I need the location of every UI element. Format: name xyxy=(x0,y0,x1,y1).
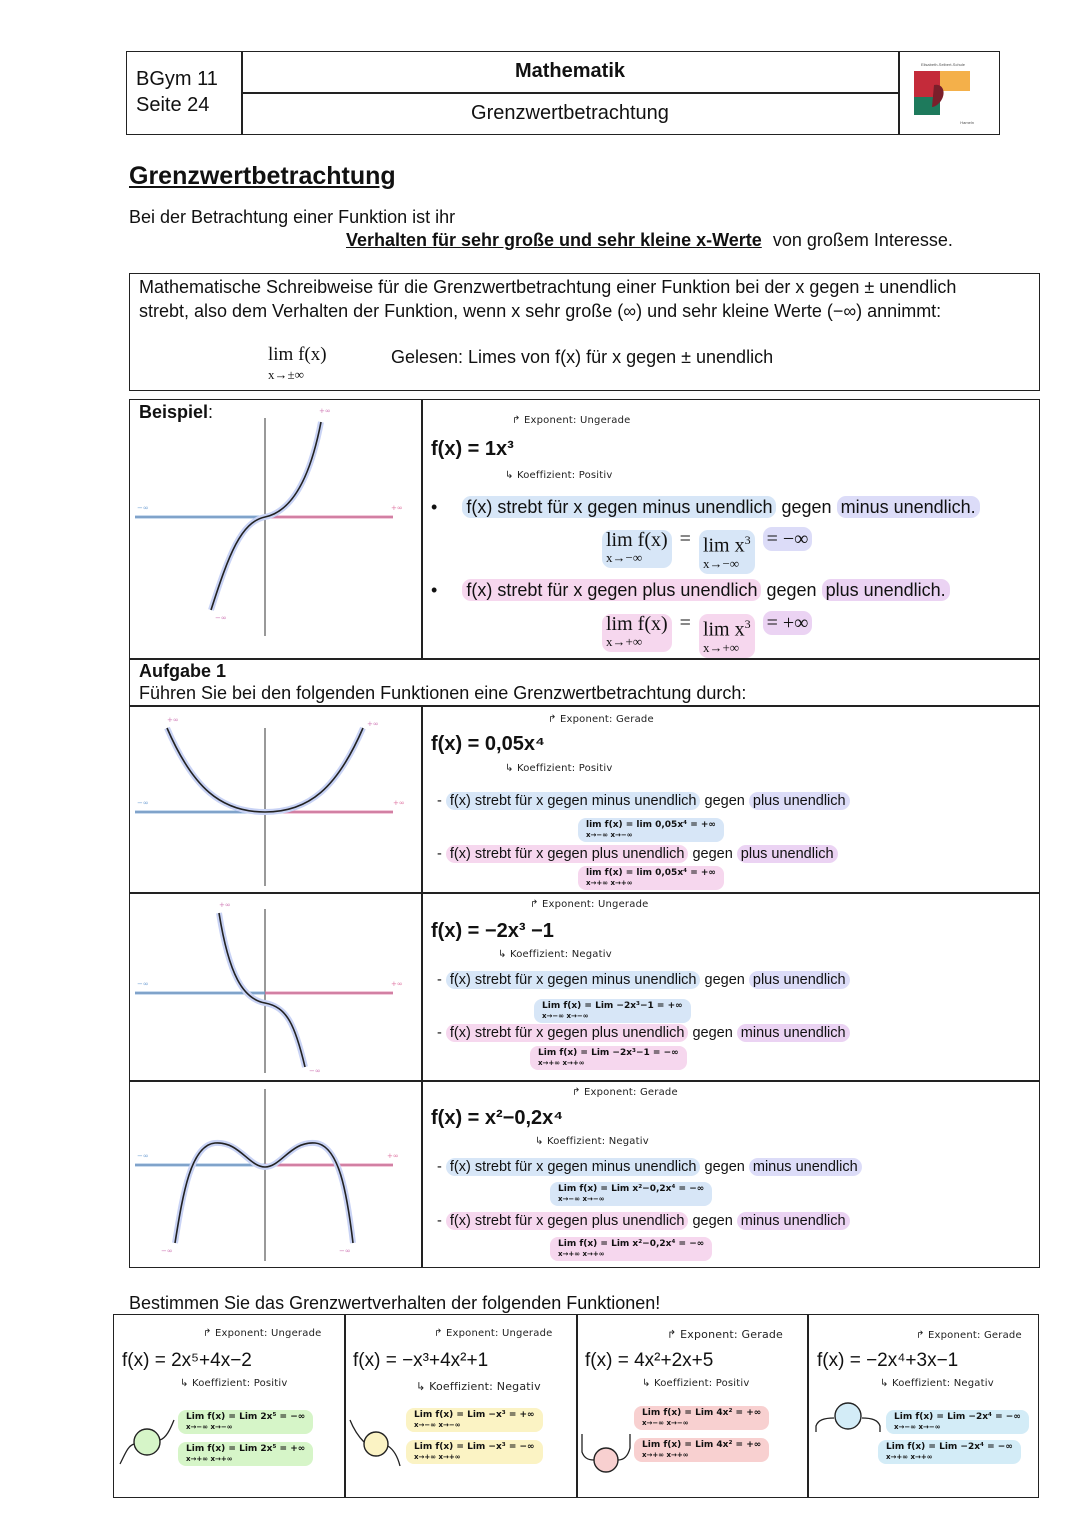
arrow-up-right-icon: ↱ xyxy=(916,1330,928,1341)
sketch-left-arm xyxy=(582,1434,594,1460)
dash: - xyxy=(437,972,446,988)
intro-line1: Bei der Betrachtung einer Funktion ist ihr xyxy=(129,207,456,227)
line2-b: gegen xyxy=(692,1213,733,1229)
task2-1-sketch xyxy=(116,1412,178,1472)
task2-3-exponent xyxy=(667,1328,783,1341)
definition-text2: strebt, also dem Verhalten der Funktion, wenn x sehr große (∞) und sehr kleine Werte (−∞) annimmt: xyxy=(139,301,942,321)
arrow-down-right-icon: ↳ xyxy=(498,949,510,960)
arrow-down-right-icon: ↳ xyxy=(416,1380,430,1393)
task2-2-lim1 xyxy=(406,1408,543,1432)
lim1-left-sub: x→−∞ xyxy=(606,550,643,565)
task1-3-function: f(x) = x²−0,2x⁴ xyxy=(431,1107,564,1129)
example-bullet2 xyxy=(431,580,950,601)
task1-1-exponent xyxy=(548,714,654,725)
page-label: Seite 24 xyxy=(136,94,210,116)
bullet1-c: minus unendlich. xyxy=(837,496,980,518)
curve-glow xyxy=(175,1143,353,1243)
lim2-mid-exp: 3 xyxy=(744,617,751,631)
task1-graph-2 xyxy=(131,895,419,1077)
task2-3-lim1 xyxy=(634,1406,769,1430)
task1-1-line2 xyxy=(437,846,838,862)
graph-label-br: −∞ xyxy=(309,1067,321,1075)
task1-2-lim1 xyxy=(534,999,691,1023)
line2-b: gegen xyxy=(692,1025,733,1041)
graph-label-bottom: −∞ xyxy=(215,614,227,622)
arrow-up-right-icon: ↱ xyxy=(203,1328,215,1339)
lim2-sub: x→+∞ x→+∞ xyxy=(186,1455,233,1463)
lim2-top: Lim f(x) = Lim x²−0,2x⁴ = −∞ xyxy=(558,1239,705,1249)
arrow-up-right-icon: ↱ xyxy=(530,899,542,910)
graph-label-right: +∞ xyxy=(387,1152,399,1160)
task1-3-lim1 xyxy=(550,1182,712,1206)
bullet2-b: gegen xyxy=(766,580,817,600)
task2-2-sketch xyxy=(346,1412,404,1472)
graph-label-tr: +∞ xyxy=(367,720,379,728)
task2-4-lim1 xyxy=(886,1410,1029,1434)
coefficient-note-text: Koeffizient: Negativ xyxy=(509,949,612,960)
task2-4-lim2 xyxy=(878,1440,1021,1464)
lim2-top: Lim f(x) = Lim 2x⁵ = +∞ xyxy=(186,1444,306,1454)
lim2-top: Lim f(x) = Lim −x³ = −∞ xyxy=(414,1442,535,1452)
lim2-top: Lim f(x) = Lim 4x² = +∞ xyxy=(642,1440,762,1450)
lim2-res-text: = +∞ xyxy=(763,611,813,635)
example-exponent-note xyxy=(512,415,630,426)
exponent-note-text: Exponent: Gerade xyxy=(559,714,654,725)
table-vline2 xyxy=(421,705,423,1268)
exponent-note-text: Exponent: Ungerade xyxy=(445,1328,553,1339)
coefficient-note-text: Koeffizient: Negativ xyxy=(891,1378,994,1389)
task2-3-sketch xyxy=(578,1428,634,1478)
exponent-note-text: Exponent: Gerade xyxy=(583,1087,678,1098)
task1-instruction: Führen Sie bei den folgenden Funktionen eine Grenzwertbetrachtung durch: xyxy=(139,683,747,703)
lim2-res xyxy=(763,614,813,632)
lim2-sub: x→+∞ x→+∞ xyxy=(558,1250,605,1258)
task1-2-lim2 xyxy=(530,1046,687,1070)
definition-reading: Gelesen: Limes von f(x) für x gegen ± unendlich xyxy=(391,347,774,367)
task1-3-line2 xyxy=(437,1213,850,1229)
bullet2-c: plus unendlich. xyxy=(822,579,950,601)
lim1-mid-exp: 3 xyxy=(744,533,751,547)
school-logo xyxy=(912,62,974,124)
line2-c: minus unendlich xyxy=(737,1024,850,1042)
header-divider-mid xyxy=(241,92,899,94)
lim1-top: Lim f(x) = Lim −2x⁴ = −∞ xyxy=(894,1412,1021,1422)
graph-label-bl: −∞ xyxy=(161,1247,173,1255)
task2-3-coefficient xyxy=(642,1378,750,1389)
line1-b: gegen xyxy=(704,793,745,809)
lim1-mid xyxy=(699,530,755,574)
quartic-curve xyxy=(175,1143,353,1243)
intro-rest: von großem Interesse. xyxy=(772,230,953,250)
graph-label-tl: +∞ xyxy=(167,716,179,724)
coefficient-note-text: Koeffizient: Positiv xyxy=(191,1378,288,1389)
sketch-circle xyxy=(134,1429,160,1455)
lim1-sub: x→−∞ x→−∞ xyxy=(586,831,633,839)
lim2-mid-sub: x→+∞ xyxy=(702,639,740,655)
arrow-up-right-icon: ↱ xyxy=(572,1087,584,1098)
graph-label-top: +∞ xyxy=(319,407,331,415)
table-hline4 xyxy=(129,1080,1040,1082)
dash: - xyxy=(437,1159,446,1175)
lim2-left-top: lim f(x) xyxy=(606,613,668,635)
logo-text-top: Elisabeth-Selbert-Schule xyxy=(920,62,966,67)
table-vline xyxy=(421,399,423,658)
lim2-top: lim f(x) = lim 0,05x⁴ = +∞ xyxy=(586,868,716,878)
dash: - xyxy=(437,793,446,809)
lim1-sub: x→−∞ x→−∞ xyxy=(186,1423,233,1431)
notation-top: lim f(x) xyxy=(268,344,327,365)
sketch-left-arm xyxy=(120,1444,134,1464)
task2-1-lim2 xyxy=(178,1442,313,1466)
lim1-res xyxy=(763,530,813,548)
graph-label-left: −∞ xyxy=(137,504,149,512)
task1-3-coefficient xyxy=(535,1136,649,1147)
section-title: Grenzwertbetrachtung xyxy=(129,162,396,190)
sketch-circle xyxy=(594,1448,618,1472)
line1-b: gegen xyxy=(704,1159,745,1175)
class-label: BGym 11 xyxy=(136,68,218,90)
bullet1-a: f(x) strebt für x gegen minus unendlich xyxy=(462,496,776,518)
sketch-right-arm xyxy=(862,1418,880,1432)
dash: - xyxy=(437,1025,446,1041)
graph-label-right: +∞ xyxy=(391,504,403,512)
dash: - xyxy=(437,1213,446,1229)
topic-title: Grenzwertbetrachtung xyxy=(471,102,669,124)
lim1-sub: x→−∞ x→−∞ xyxy=(642,1419,689,1427)
example-coefficient-note xyxy=(505,470,613,481)
lim1-sub: x→−∞ x→−∞ xyxy=(542,1012,589,1020)
task2-2-exponent xyxy=(434,1328,552,1339)
task1-1-coefficient xyxy=(505,763,613,774)
example-function: f(x) = 1x³ xyxy=(431,438,514,460)
intro-line2 xyxy=(346,230,953,251)
line2-a: f(x) strebt für x gegen plus unendlich xyxy=(446,845,689,863)
lim1-top: Lim f(x) = Lim x²−0,2x⁴ = −∞ xyxy=(558,1184,705,1194)
coefficient-note-text: Koeffizient: Negativ xyxy=(429,1380,541,1393)
task1-3-exponent xyxy=(572,1087,678,1098)
bullet-dot-icon: • xyxy=(431,497,438,517)
bullet-dot-icon: • xyxy=(431,580,438,600)
logo-text-bottom: Hameln xyxy=(960,120,974,125)
line2-a: f(x) strebt für x gegen plus unendlich xyxy=(446,1212,689,1230)
graph-label-left: −∞ xyxy=(137,799,149,807)
task1-2-line2 xyxy=(437,1025,850,1041)
table-hline1 xyxy=(129,658,1040,660)
task2-2-function: f(x) = −x³+4x²+1 xyxy=(353,1350,489,1371)
lim2-sub: x→+∞ x→+∞ xyxy=(414,1453,461,1461)
task2-4-sketch xyxy=(812,1400,884,1440)
task2-3-function: f(x) = 4x²+2x+5 xyxy=(585,1350,714,1371)
graph-label-right: +∞ xyxy=(391,980,403,988)
example-lim2 xyxy=(602,614,812,658)
intro-emphasis: Verhalten für sehr große und sehr kleine x-Werte xyxy=(346,230,762,250)
sketch-left-arm xyxy=(350,1420,364,1442)
sketch-right-arm xyxy=(618,1434,630,1460)
line1-a: f(x) strebt für x gegen minus unendlich xyxy=(446,1158,701,1176)
graph-label-tl: +∞ xyxy=(219,901,231,909)
task1-3-line1 xyxy=(437,1159,862,1175)
lim1-mid-sub: x→−∞ xyxy=(702,555,740,571)
line1-b: gegen xyxy=(704,972,745,988)
sketch-right-arm xyxy=(388,1446,400,1466)
table-hline2 xyxy=(129,705,1040,707)
line2-c: plus unendlich xyxy=(737,845,838,863)
lim1-top: Lim f(x) = Lim 4x² = +∞ xyxy=(642,1408,762,1418)
graph-label-br: −∞ xyxy=(339,1247,351,1255)
lim1-mid-top: lim x xyxy=(702,534,745,557)
lim1-eq: = xyxy=(679,528,691,550)
task1-graph-3 xyxy=(131,1083,419,1265)
example-label-text: Beispiel xyxy=(139,402,209,422)
task1-1-lim2 xyxy=(578,866,724,890)
task1-graph-1 xyxy=(131,708,419,890)
task1-2-exponent xyxy=(530,899,648,910)
task2-1-function: f(x) = 2x⁵+4x−2 xyxy=(122,1350,252,1371)
sketch-right-arm xyxy=(160,1420,174,1440)
lim2-top: Lim f(x) = Lim −2x³−1 = −∞ xyxy=(538,1048,679,1058)
task2-vline3 xyxy=(807,1314,809,1498)
task2-4-function: f(x) = −2x⁴+3x−1 xyxy=(817,1350,959,1371)
exponent-note-text: Exponent: Ungerade xyxy=(214,1328,322,1339)
bullet2-a: f(x) strebt für x gegen plus unendlich xyxy=(462,579,761,601)
definition-text1: Mathematische Schreibweise für die Grenzwertbetrachtung einer Funktion bei der x gegen ± unendlich xyxy=(139,277,957,297)
task1-title: Aufgabe 1 xyxy=(139,661,227,681)
lim2-left xyxy=(602,614,672,652)
line1-c: plus unendlich xyxy=(749,792,850,810)
task1-1-lim1 xyxy=(578,818,724,842)
exponent-note-text: Exponent: Gerade xyxy=(927,1330,1022,1341)
line2-b: gegen xyxy=(692,846,733,862)
line2-c: minus unendlich xyxy=(737,1212,850,1230)
graph-label-left: −∞ xyxy=(137,1152,149,1160)
graph-label-right: +∞ xyxy=(393,799,405,807)
lim2-top: Lim f(x) = Lim −2x⁴ = −∞ xyxy=(886,1442,1013,1452)
lim1-sub: x→−∞ x→−∞ xyxy=(414,1421,461,1429)
dash: - xyxy=(437,846,446,862)
task1-2-line1 xyxy=(437,972,850,988)
bullet1-b: gegen xyxy=(781,497,832,517)
lim2-sub: x→+∞ x→+∞ xyxy=(886,1453,933,1461)
subject-title: Mathematik xyxy=(514,60,626,82)
task1-1-function: f(x) = 0,05x⁴ xyxy=(431,733,545,755)
task2-1-coefficient xyxy=(180,1378,288,1389)
arrow-up-right-icon: ↱ xyxy=(434,1328,446,1339)
arrow-up-right-icon: ↱ xyxy=(512,415,524,426)
lim2-left-sub: x→+∞ xyxy=(606,634,643,649)
definition-notation xyxy=(268,346,327,384)
arrow-up-right-icon: ↱ xyxy=(548,714,560,725)
arrow-down-right-icon: ↳ xyxy=(642,1378,654,1389)
lim2-sub: x→+∞ x→+∞ xyxy=(538,1059,585,1067)
cubic-curve xyxy=(219,913,305,1067)
line2-a: f(x) strebt für x gegen plus unendlich xyxy=(446,1024,689,1042)
coefficient-note-text: Koeffizient: Positiv xyxy=(653,1378,750,1389)
lim1-top: lim f(x) = lim 0,05x⁴ = +∞ xyxy=(586,820,716,830)
lim2-sub: x→+∞ x→+∞ xyxy=(586,879,633,887)
notation-sub: x→±∞ xyxy=(268,367,304,382)
coefficient-note-text: Koeffizient: Negativ xyxy=(546,1136,649,1147)
exponent-note-text: Exponent: Ungerade xyxy=(523,415,631,426)
lim1-top: Lim f(x) = Lim −2x³−1 = +∞ xyxy=(542,1001,683,1011)
lim1-res-text: = −∞ xyxy=(763,527,813,551)
exponent-note-text: Exponent: Gerade xyxy=(680,1328,784,1341)
task2-1-lim1 xyxy=(178,1410,313,1434)
line1-a: f(x) strebt für x gegen minus unendlich xyxy=(446,792,701,810)
arrow-down-right-icon: ↳ xyxy=(880,1378,892,1389)
arrow-down-right-icon: ↳ xyxy=(535,1136,547,1147)
task2-4-exponent xyxy=(916,1330,1022,1341)
arrow-down-right-icon: ↳ xyxy=(505,470,517,481)
sketch-left-arm xyxy=(816,1418,834,1432)
task1-2-coefficient xyxy=(498,949,612,960)
example-bullet1 xyxy=(431,497,980,518)
task1-3-lim2 xyxy=(550,1237,712,1261)
lim1-top: Lim f(x) = Lim −x³ = +∞ xyxy=(414,1410,535,1420)
line1-a: f(x) strebt für x gegen minus unendlich xyxy=(446,971,701,989)
lim1-sub: x→−∞ x→−∞ xyxy=(558,1195,605,1203)
lim2-mid-top: lim x xyxy=(702,618,745,641)
lim1-left xyxy=(602,530,672,568)
arrow-down-right-icon: ↳ xyxy=(505,763,517,774)
logo-graphic xyxy=(912,67,974,121)
lim1-sub: x→−∞ x→−∞ xyxy=(894,1423,941,1431)
exponent-note-text: Exponent: Ungerade xyxy=(541,899,649,910)
lim1-left-top: lim f(x) xyxy=(606,529,668,551)
task2-4-coefficient xyxy=(880,1378,994,1389)
task2-3-lim2 xyxy=(634,1438,769,1462)
table-hline3 xyxy=(129,892,1040,894)
sketch-circle xyxy=(835,1403,861,1429)
task2-2-coefficient xyxy=(416,1380,541,1393)
task1-2-function: f(x) = −2x³ −1 xyxy=(431,920,554,942)
arrow-up-right-icon: ↱ xyxy=(667,1328,681,1341)
task2-2-lim2 xyxy=(406,1440,543,1464)
coefficient-note-text: Koeffizient: Positiv xyxy=(516,470,613,481)
example-label-suffix: : xyxy=(208,402,214,422)
example-graph xyxy=(131,404,419,654)
lim1-top: Lim f(x) = Lim 2x⁵ = −∞ xyxy=(186,1412,306,1422)
example-lim1 xyxy=(602,530,812,574)
lim2-eq: = xyxy=(679,612,691,634)
line1-c: minus unendlich xyxy=(749,1158,862,1176)
graph-label-left: −∞ xyxy=(137,980,149,988)
lim2-mid xyxy=(699,614,755,658)
sketch-circle xyxy=(364,1432,388,1456)
line1-c: plus unendlich xyxy=(749,971,850,989)
coefficient-note-text: Koeffizient: Positiv xyxy=(516,763,613,774)
curve-glow xyxy=(219,913,305,1067)
arrow-down-right-icon: ↳ xyxy=(180,1378,192,1389)
task1-1-line1 xyxy=(437,793,850,809)
lim2-sub: x→+∞ x→+∞ xyxy=(642,1451,689,1459)
task2-instruction: Bestimmen Sie das Grenzwertverhalten der folgenden Funktionen! xyxy=(129,1293,661,1313)
task2-1-exponent xyxy=(203,1328,321,1339)
